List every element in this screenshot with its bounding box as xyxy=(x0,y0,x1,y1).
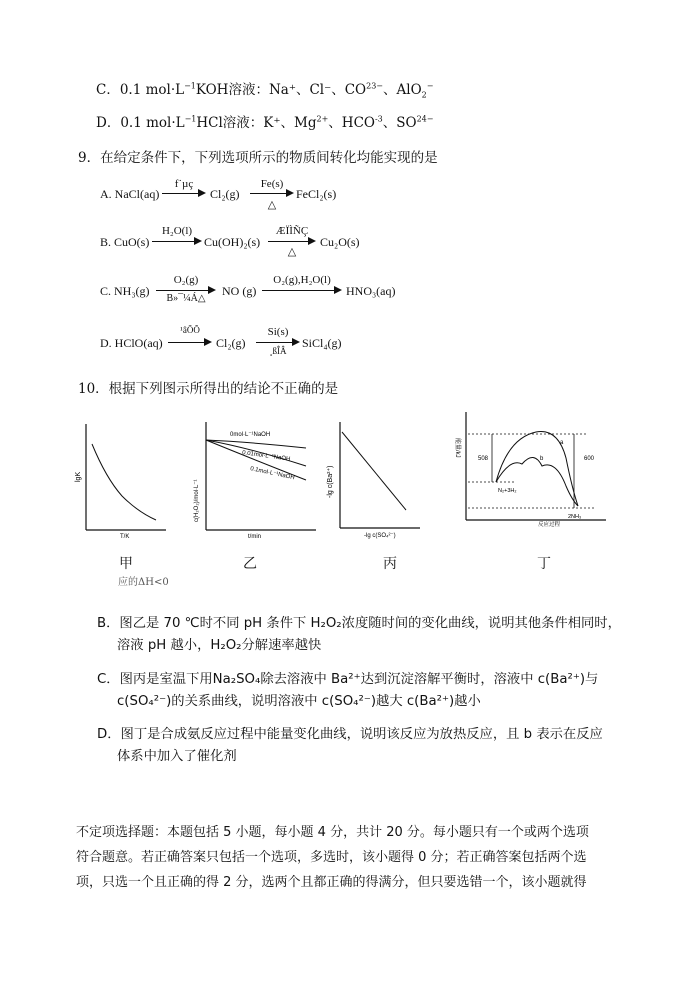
ding-start: N₂+3H₂ xyxy=(498,488,517,494)
q9-c-right: HNO₃(aq) xyxy=(346,284,396,298)
q9-c-cond2-top: O₂(g),H₂O(l) xyxy=(273,274,331,286)
figure-jia xyxy=(75,418,172,540)
yi-legend-0: 0mol·L⁻¹NaOH xyxy=(230,432,271,438)
q9-b-cond2-top: ÆÏÌÑÇ xyxy=(275,225,309,237)
bing-line xyxy=(342,432,406,510)
q9-a-mid: Cl₂(g) xyxy=(210,187,240,201)
q9-b-left: B. CuO(s) xyxy=(100,235,150,249)
q9-d-right: SiCl₄(g) xyxy=(302,336,342,350)
q9-b-arrow2 xyxy=(268,225,316,258)
q10-option-b xyxy=(97,614,621,656)
jia-xlabel: T/K xyxy=(120,534,130,540)
q9-c-arrow2 xyxy=(262,274,342,299)
q10-optc-line2: c(SO₄²⁻)的关系曲线，说明溶液中 c(SO₄²⁻)越大 c(Ba²⁺)越小 xyxy=(117,694,481,709)
q9-a-arrow1 xyxy=(162,178,206,202)
section-line2: 符合题意。若正确答案只包括一个选项，多选时，该小题得 0 分；若正确答案包括两个选 xyxy=(76,850,587,865)
q10-stem: 10．根据下列图示所得出的结论不正确的是 xyxy=(78,381,339,397)
q10-optb-line1: B．图乙是 70 ℃时不同 pH 条件下 H₂O₂浓度随时间的变化曲线，说明其他条件相同时， xyxy=(97,616,621,631)
yi-legend-001: 0.01mol·L⁻¹NaOH xyxy=(241,450,291,463)
ding-v1: 508 xyxy=(478,456,489,462)
q9-c-mid: NO (g) xyxy=(222,284,257,298)
fig-label-ding: 丁 xyxy=(537,556,551,572)
ding-v2: 600 xyxy=(584,456,595,462)
fig-label-yi: 乙 xyxy=(243,556,257,572)
q9-a-cond2-bottom: △ xyxy=(267,199,277,211)
figure-bing xyxy=(324,418,424,538)
q9-a-left: A. NaCl(aq) xyxy=(100,187,160,201)
bing-xlabel: -lg c(SO₄²⁻) xyxy=(364,533,396,539)
q9-stem: 9．在给定条件下，下列选项所示的物质间转化均能实现的是 xyxy=(78,150,438,166)
section-instructions xyxy=(76,820,589,895)
q9-d-cond2-top: Si(s) xyxy=(267,326,289,338)
section-line1: 不定项选择题：本题包括 5 小题，每小题 4 分，共计 20 分。每小题只有一个或两个选项 xyxy=(76,825,589,840)
section-line3: 项，只选一个且正确的得 2 分，选两个且都正确的得满分，但只要选错一个，该小题就得 xyxy=(76,875,587,890)
q9-d-cond2-bottom: ¸ßÎÂ xyxy=(269,346,287,356)
q9-d-cond1: ¹âÕÕ xyxy=(180,325,200,335)
q9-d-left: D. HClO(aq) xyxy=(100,336,163,350)
q9-b-cond1: H₂O(l) xyxy=(161,225,193,237)
figure-yi xyxy=(190,418,320,538)
jia-curve xyxy=(92,444,156,520)
fig-label-bing: 丙 xyxy=(383,556,397,572)
yi-ylabel: c(H₂O₂)/mol·L⁻¹ xyxy=(194,479,200,522)
ding-curve-a xyxy=(496,432,578,506)
q8-option-d: D．0.1 $mol\cdot L^{-1}HCl$溶液：K⁺、$Mg^{2+}$、$HCO^{-3}$、$SO^{24-}$ xyxy=(96,114,434,131)
ding-label-b: b xyxy=(540,456,544,462)
q8-option-c: C．0.1 $mol\cdot L^{-1}KOH$溶液：Na⁺、Cl⁻、$CO^{23-}$、AlO$_2$− xyxy=(96,81,434,100)
yi-curve-0 xyxy=(206,440,306,448)
yi-legend-01: 0.1mol·L⁻¹NaOH xyxy=(249,466,296,482)
q9-b-right: Cu₂O(s) xyxy=(320,235,360,249)
q9-b-mid: Cu(OH)₂(s) xyxy=(204,235,261,249)
bing-ylabel: -lg c(Ba²⁺) xyxy=(327,465,334,498)
q9-b-cond2-bottom: △ xyxy=(287,246,297,258)
q9-d-arrow1 xyxy=(168,325,212,351)
q9-c-arrow1 xyxy=(156,274,216,304)
cut-line: 应的ΔH<0 xyxy=(118,577,169,588)
ding-label-a: a xyxy=(560,440,564,446)
yi-xlabel: t/min xyxy=(248,534,262,540)
q10-optd-line2: 体系中加入了催化剂 xyxy=(117,749,237,764)
q9-a-cond2-top: Fe(s) xyxy=(260,178,284,190)
figure-ding xyxy=(446,408,612,526)
ding-ylabel: 能量/kJ xyxy=(454,438,460,458)
q10-optc-line1: C．图丙是室温下用Na₂SO₄除去溶液中 Ba²⁺达到沉淀溶解平衡时，溶液中 c(Ba²⁺)与 xyxy=(97,672,599,687)
q9-c-cond1-bottom: B»¯¼Á△ xyxy=(166,293,206,304)
ding-end: 2NH₃ xyxy=(568,514,582,520)
q9-d-mid: Cl₂(g) xyxy=(216,336,246,350)
q10-option-c xyxy=(97,670,598,712)
fig-label-jia: 甲 xyxy=(119,556,133,572)
q9-a-arrow2 xyxy=(250,178,294,211)
q10-option-d xyxy=(97,725,603,767)
q9-b-arrow1 xyxy=(152,225,202,250)
ding-xlabel: 反应过程 xyxy=(538,522,561,528)
q10-optd-line1: D．图丁是合成氨反应过程中能量变化曲线，说明该反应为放热反应，且 b 表示在反应 xyxy=(97,727,603,742)
q10-optb-line2: 溶液 pH 越小，H₂O₂分解速率越快 xyxy=(117,638,322,653)
q9-c-left: C. NH₃(g) xyxy=(100,284,150,298)
jia-ylabel: lgK xyxy=(75,471,82,482)
q9-a-cond1: f˙µç xyxy=(174,178,194,190)
q9-c-cond1-top: O₂(g) xyxy=(173,274,199,286)
q9-d-arrow2 xyxy=(256,326,300,356)
q9-a-right: FeCl₂(s) xyxy=(296,187,337,201)
